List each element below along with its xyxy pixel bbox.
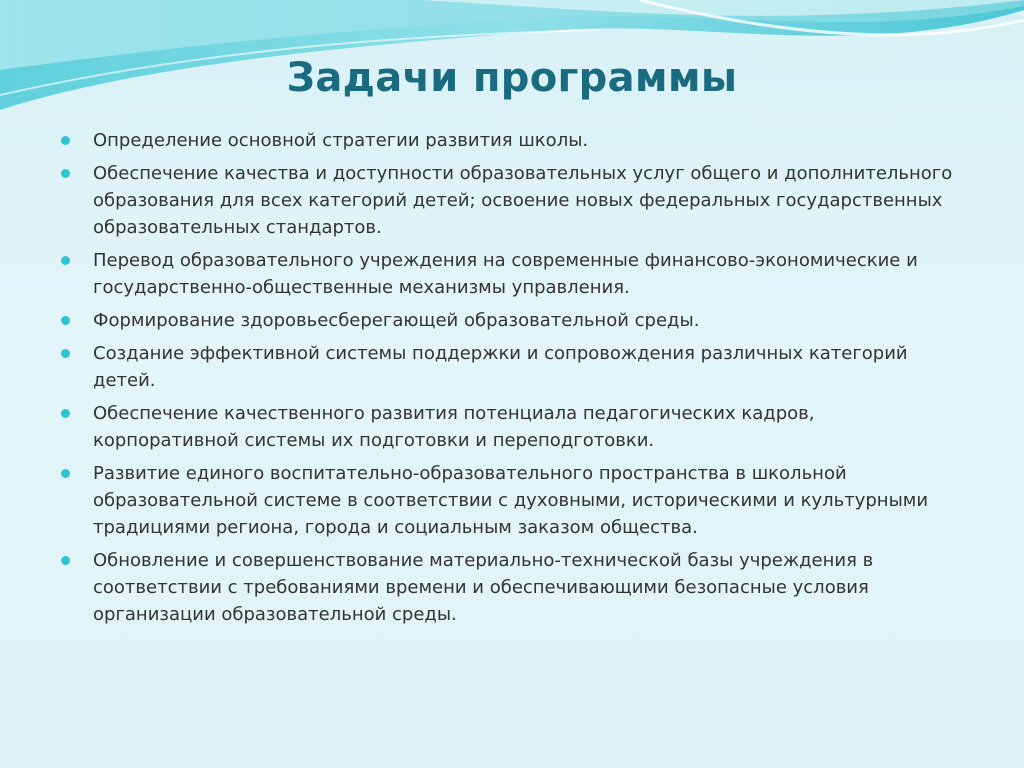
list-item xyxy=(58,340,958,394)
list-item-text: Обновление и совершенствование материально-технической базы учреждения в соответствии с требованиями времени и обеспечивающими безопасные условия организации образовательной среды. xyxy=(93,550,874,625)
list-item-text: Развитие единого воспитательно-образовательного пространства в школьной образовательной системе в соответствии с духовными, историческими и культурными традициями региона, города и социальным заказом общества. xyxy=(93,463,929,538)
list-item-text: Создание эффективной системы поддержки и сопровождения различных категорий детей. xyxy=(93,343,908,391)
slide-title: Задачи программы xyxy=(286,55,738,101)
list-item xyxy=(58,160,958,241)
list-item xyxy=(58,460,958,541)
list-item-text: Формирование здоровьесберегающей образовательной среды. xyxy=(93,310,700,331)
bullet-icon xyxy=(61,469,70,478)
list-item xyxy=(58,400,958,454)
list-item-text: Определение основной стратегии развития школы. xyxy=(93,130,589,151)
list-item xyxy=(58,247,958,301)
bullet-icon xyxy=(61,556,70,565)
bullet-icon xyxy=(61,256,70,265)
list-item-text: Обеспечение качества и доступности образовательных услуг общего и дополнительного образования для всех категорий детей; освоение новых федеральных государственных образовательных стандартов. xyxy=(93,163,953,238)
bullet-icon xyxy=(61,136,70,145)
bullet-icon xyxy=(61,409,70,418)
bullet-icon xyxy=(61,169,70,178)
list-item-text: Обеспечение качественного развития потенциала педагогических кадров, корпоративной системы их подготовки и переподготовки. xyxy=(93,403,815,451)
bullet-icon xyxy=(61,349,70,358)
list-item xyxy=(58,547,958,628)
bullet-icon xyxy=(61,316,70,325)
bullet-list xyxy=(58,127,958,634)
list-item xyxy=(58,127,958,154)
list-item xyxy=(58,307,958,334)
list-item-text: Перевод образовательного учреждения на современные финансово-экономические и государственно-общественные механизмы управления. xyxy=(93,250,918,298)
